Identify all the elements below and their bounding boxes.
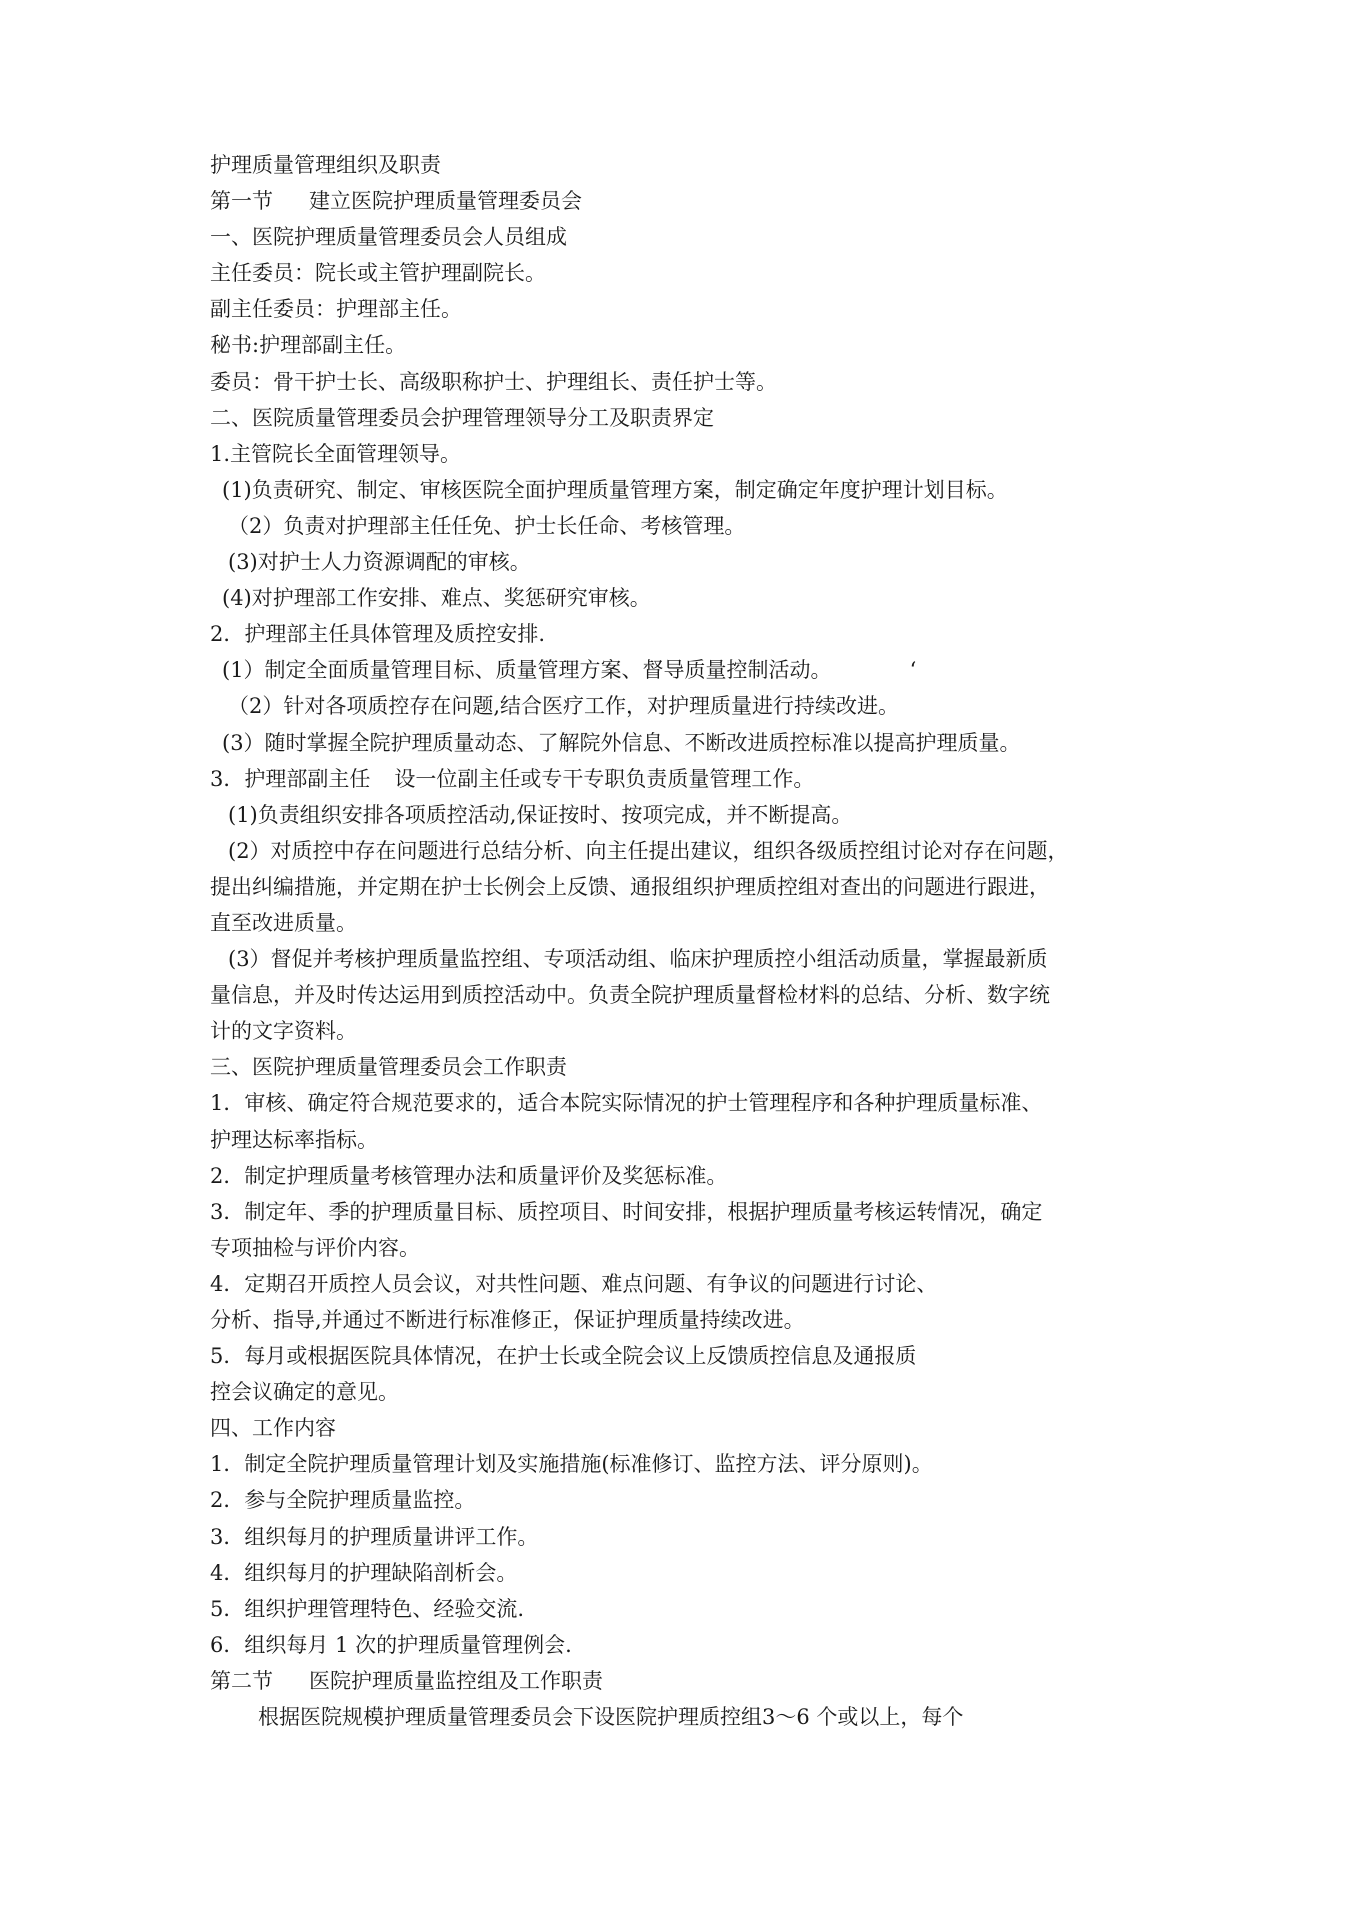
list-item xyxy=(210,652,1170,688)
list-item xyxy=(210,761,1170,797)
stray-mark: ‘ xyxy=(909,658,917,683)
document-title: 护理质量管理组织及职责 xyxy=(210,153,441,177)
list-item: （2）负责对护理部主任任免、护士长任命、考核管理。 xyxy=(228,513,746,538)
section-2-heading xyxy=(210,1663,1170,1699)
list-item: （2）针对各项质控存在问题,结合医疗工作，对护理质量进行持续改进。 xyxy=(228,694,900,719)
section-1-heading xyxy=(210,183,1170,219)
document-body xyxy=(210,147,1170,1735)
list-item: 1．制定全院护理质量管理计划及实施措施(标准修订、监控方法、评分原则)。 xyxy=(210,1452,933,1477)
paragraph-line: 4．定期召开质控人员会议，对共性问题、难点问题、有争议的问题进行讨论、 xyxy=(210,1271,938,1296)
list-item-text: (1）制定全面质量管理目标、质量管理方案、督导质量控制活动。 xyxy=(222,658,832,683)
list-item: 3．组织每月的护理质量讲评工作。 xyxy=(210,1524,539,1549)
list-item: 1.主管院长全面管理领导。 xyxy=(210,441,462,466)
heading-3: 三、医院护理质量管理委员会工作职责 xyxy=(210,1055,567,1080)
section-2-label: 第二节 xyxy=(210,1668,273,1693)
list-item: 2．制定护理质量考核管理办法和质量评价及奖惩标准。 xyxy=(210,1163,728,1188)
paragraph-line: 直至改进质量。 xyxy=(210,910,357,935)
paragraph-line: 1．审核、确定符合规范要求的，适合本院实际情况的护士管理程序和各种护理质量标准、 xyxy=(210,1091,1043,1116)
paragraph-line: 专项抽检与评价内容。 xyxy=(210,1235,420,1260)
list-item-text: 设一位副主任或专干专职负责质量管理工作。 xyxy=(394,766,815,791)
paragraph-line: 提出纠编措施，并定期在护士长例会上反馈、通报组织护理质控组对查出的问题进行跟进， xyxy=(210,874,1050,899)
paragraph-line: 根据医院规模护理质量管理委员会下设医院护理质控组3～6 个或以上，每个 xyxy=(258,1705,964,1730)
paragraph-line: (3）督促并考核护理质量监控组、专项活动组、临床护理质控小组活动质量，掌握最新质 xyxy=(228,947,1048,972)
member-line: 委员：骨干护士长、高级职称护士、护理组长、责任护士等。 xyxy=(210,369,777,394)
list-item: 4．组织每月的护理缺陷剖析会。 xyxy=(210,1560,518,1585)
list-item: 2．参与全院护理质量监控。 xyxy=(210,1488,476,1513)
list-item: (3)对护士人力资源调配的审核。 xyxy=(228,550,531,575)
section-1-label: 第一节 xyxy=(210,189,273,214)
list-item: (1)负责研究、制定、审核医院全面护理质量管理方案，制定确定年度护理计划目标。 xyxy=(222,477,1008,502)
list-item: (1)负责组织安排各项质控活动,保证按时、按项完成，并不断提高。 xyxy=(228,802,853,827)
heading-1: 一、医院护理质量管理委员会人员组成 xyxy=(210,225,567,250)
paragraph-line: 3．制定年、季的护理质量目标、质控项目、时间安排，根据护理质量考核运转情况，确定 xyxy=(210,1199,1043,1224)
list-item-label: 3．护理部副主任 xyxy=(210,766,371,791)
paragraph-line: 计的文字资料。 xyxy=(210,1019,357,1044)
member-line: 秘书:护理部副主任。 xyxy=(210,333,407,358)
member-line: 副主任委员：护理部主任。 xyxy=(210,297,462,322)
list-item: 5．组织护理管理特色、经验交流. xyxy=(210,1596,525,1621)
heading-2: 二、医院质量管理委员会护理管理领导分工及职责界定 xyxy=(210,405,714,430)
paragraph-line: 控会议确定的意见。 xyxy=(210,1380,399,1405)
heading-4: 四、工作内容 xyxy=(210,1416,336,1441)
section-2-title: 医院护理质量监控组及工作职责 xyxy=(309,1668,603,1693)
section-1-title: 建立医院护理质量管理委员会 xyxy=(309,189,582,214)
member-line: 主任委员：院长或主管护理副院长。 xyxy=(210,261,546,286)
list-item: 2．护理部主任具体管理及质控安排. xyxy=(210,622,546,647)
list-item: 6．组织每月 1 次的护理质量管理例会. xyxy=(210,1632,572,1657)
paragraph-line: (2）对质控中存在问题进行总结分析、向主任提出建议，组织各级质控组讨论对存在问题， xyxy=(228,838,1069,863)
paragraph-line: 5．每月或根据医院具体情况，在护士长或全院会议上反馈质控信息及通报质 xyxy=(210,1344,917,1369)
paragraph-line: 分析、指导,并通过不断进行标准修正，保证护理质量持续改进。 xyxy=(210,1308,805,1332)
list-item: (3）随时掌握全院护理质量动态、了解院外信息、不断改进质控标准以提高护理质量。 xyxy=(222,730,1021,755)
paragraph-line: 护理达标率指标。 xyxy=(210,1127,378,1152)
paragraph-line: 量信息，并及时传达运用到质控活动中。负责全院护理质量督检材料的总结、分析、数字统 xyxy=(210,983,1050,1008)
list-item: (4)对护理部工作安排、难点、奖惩研究审核。 xyxy=(222,586,651,611)
